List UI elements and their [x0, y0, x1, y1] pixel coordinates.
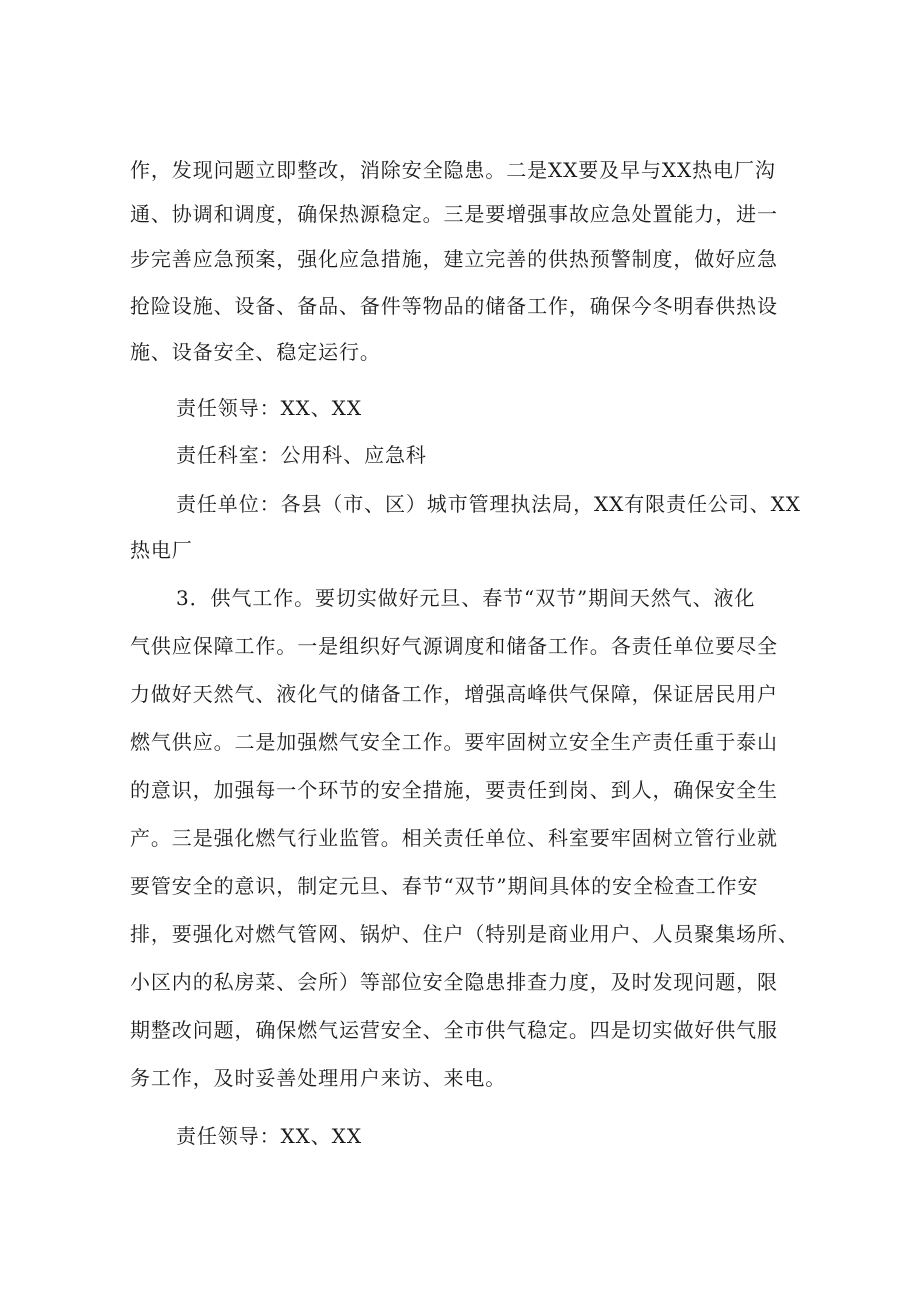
text-line: 通、协调和调度，确保热源稳定。三是要增强事故应急处置能力，进一	[130, 202, 778, 226]
text-line: 抢险设施、设备、备品、备件等物品的储备工作，确保今冬明春供热设	[130, 294, 778, 318]
text-line: 施、设备安全、稳定运行。	[130, 340, 381, 364]
text-line: 的意识，加强每一个环节的安全措施，要责任到岗、到人，确保安全生	[130, 778, 778, 802]
text-line: 作，发现问题立即整改，消除安全隐患。二是XX要及早与XX热电厂沟	[130, 158, 776, 182]
text-line: 小区内的私房菜、会所）等部位安全隐患排查力度，及时发现问题，限	[130, 970, 778, 994]
text-line: 力做好天然气、液化气的储备工作，增强高峰供气保障，保证居民用户	[130, 682, 778, 706]
responsible-unit-line: 责任单位：各县（市、区）城市管理执法局，XX有限责任公司、XX	[176, 492, 801, 516]
text-line: 期整改问题，确保燃气运营安全、全市供气稳定。四是切实做好供气服	[130, 1018, 778, 1042]
text-line: 产。三是强化燃气行业监管。相关责任单位、科室要牢固树立管行业就	[130, 826, 778, 850]
responsible-leader-line: 责任领导：XX、XX	[176, 1124, 362, 1148]
responsible-department-line: 责任科室：公用科、应急科	[176, 443, 427, 467]
text-line: 气供应保障工作。一是组织好气源调度和储备工作。各责任单位要尽全	[130, 634, 778, 658]
text-line: 务工作，及时妥善处理用户来访、来电。	[130, 1066, 507, 1090]
text-line: 排，要强化对燃气管网、锅炉、住户（特别是商业用户、人员聚集场所、	[130, 922, 799, 946]
text-line: 要管安全的意识，制定元旦、春节“双节”期间具体的安全检查工作安	[130, 874, 759, 898]
text-line: 热电厂	[130, 538, 193, 562]
section-heading-line: 3．供气工作。要切实做好元旦、春节“双节”期间天然气、液化	[176, 586, 756, 610]
text-line: 燃气供应。二是加强燃气安全工作。要牢固树立安全生产责任重于泰山	[130, 730, 778, 754]
text-line: 步完善应急预案，强化应急措施，建立完善的供热预警制度，做好应急	[130, 247, 778, 271]
responsible-leader-line: 责任领导：XX、XX	[176, 396, 362, 420]
